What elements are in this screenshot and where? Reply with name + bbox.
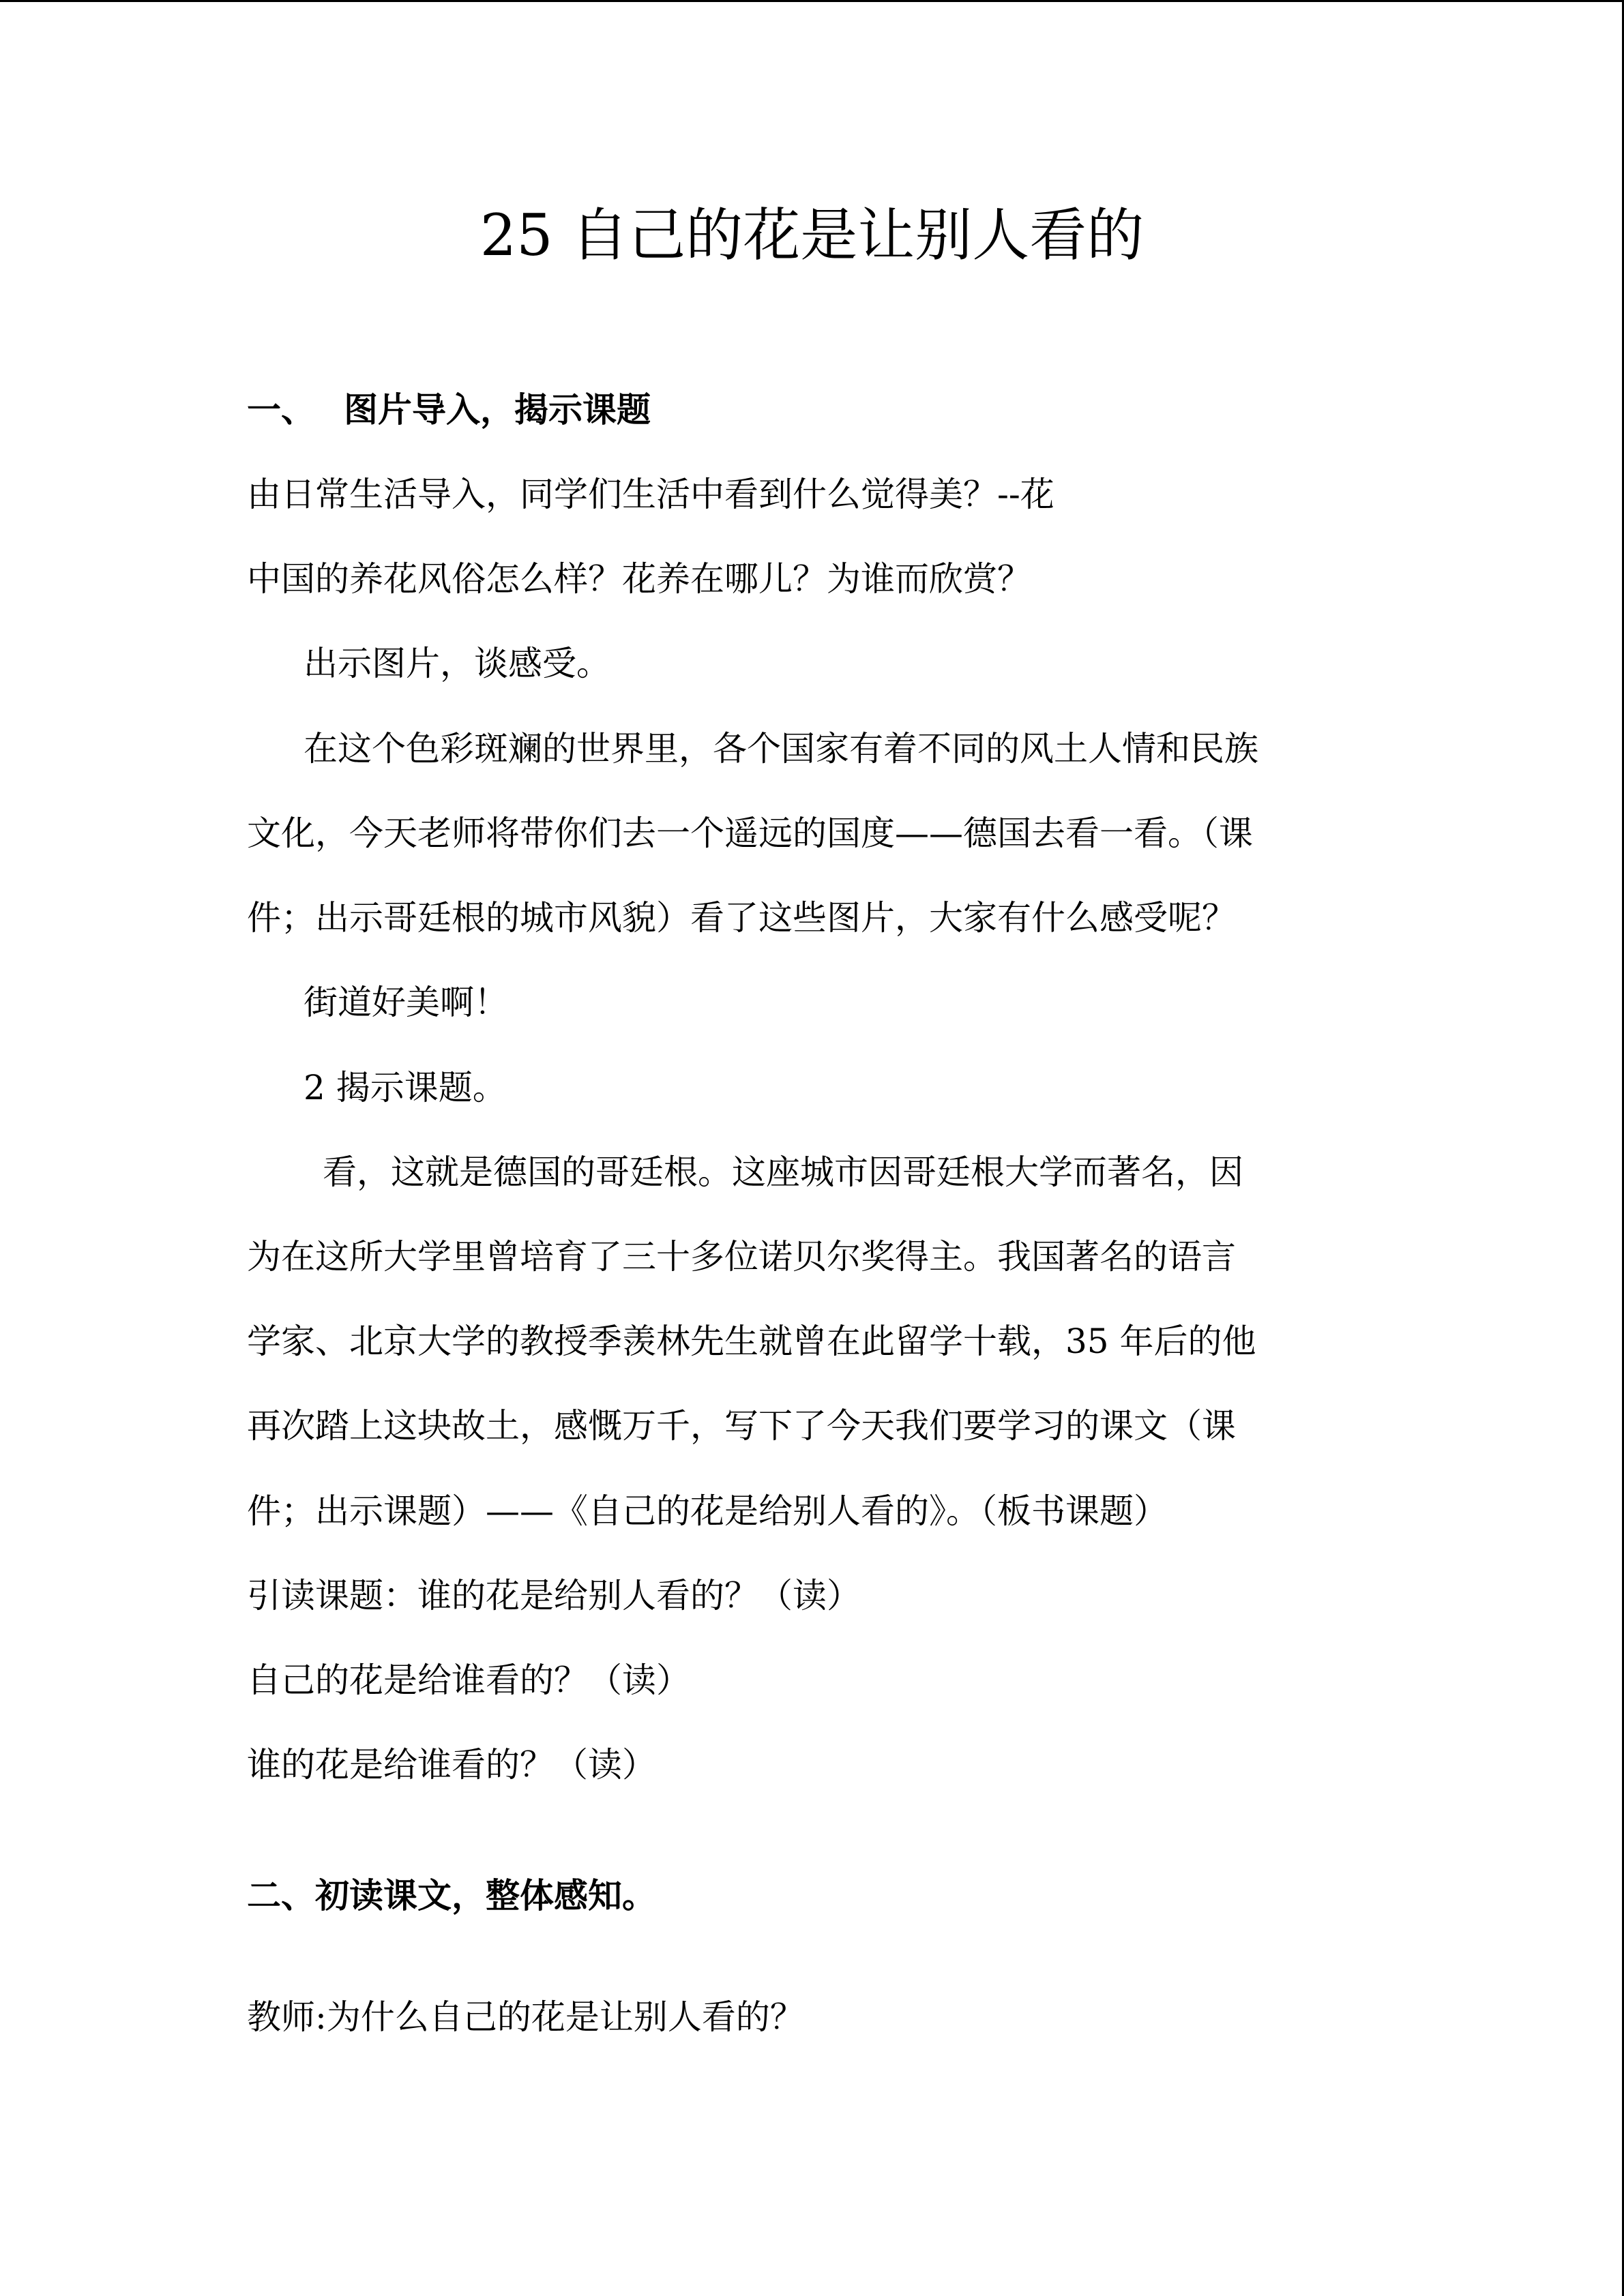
paragraph-line: 由日常生活导入，同学们生活中看到什么觉得美？--花 [247,475,1054,514]
paragraph-line: 在这个色彩斑斓的世界里，各个国家有着不同的风土人情和民族 [304,729,1258,769]
paragraph-line: 街道好美啊！ [304,983,508,1022]
paragraph-line: 为在这所大学里曾培育了三十多位诺贝尔奖得主。我国著名的语言 [247,1237,1236,1277]
paragraph-line: 文化，今天老师将带你们去一个遥远的国度——德国去看一看。（课 [247,814,1253,853]
section-1-heading [247,383,651,437]
section-1-title: 图片导入，揭示课题 [344,390,651,430]
page-top-border [0,0,1624,2]
closing-line: 教师:为什么自己的花是让别人看的？ [247,1997,804,2037]
paragraph-line: 谁的花是给谁看的？（读） [247,1745,656,1785]
paragraph-line: 件；出示哥廷根的城市风貌）看了这些图片，大家有什么感受呢？ [247,898,1236,938]
paragraph-line: 再次踏上这块故土，感慨万千，写下了今天我们要学习的课文（课 [247,1406,1236,1446]
document-title: 25 自己的花是让别人看的 [479,202,1145,269]
paragraph-line: 看，这就是德国的哥廷根。这座城市因哥廷根大学而著名，因 [323,1152,1243,1192]
section-2-heading: 二、初读课文，整体感知。 [247,1876,656,1915]
paragraph-line: 自己的花是给谁看的？（读） [247,1660,690,1700]
paragraph-line: 学家、北京大学的教授季羡林先生就曾在此留学十载，35 年后的他 [247,1322,1256,1361]
paragraph-line: 出示图片，谈感受。 [304,644,610,683]
paragraph-line: 中国的养花风俗怎么样？花养在哪儿？为谁而欣赏？ [247,559,1031,599]
paragraph-line: 2 揭示课题。 [304,1068,507,1107]
paragraph-line: 引读课题：谁的花是给别人看的？（读） [247,1576,861,1615]
paragraph-line: 件；出示课题）——《自己的花是给别人看的》。（板书课题） [247,1491,1168,1531]
section-1-number: 一、 [247,390,315,430]
